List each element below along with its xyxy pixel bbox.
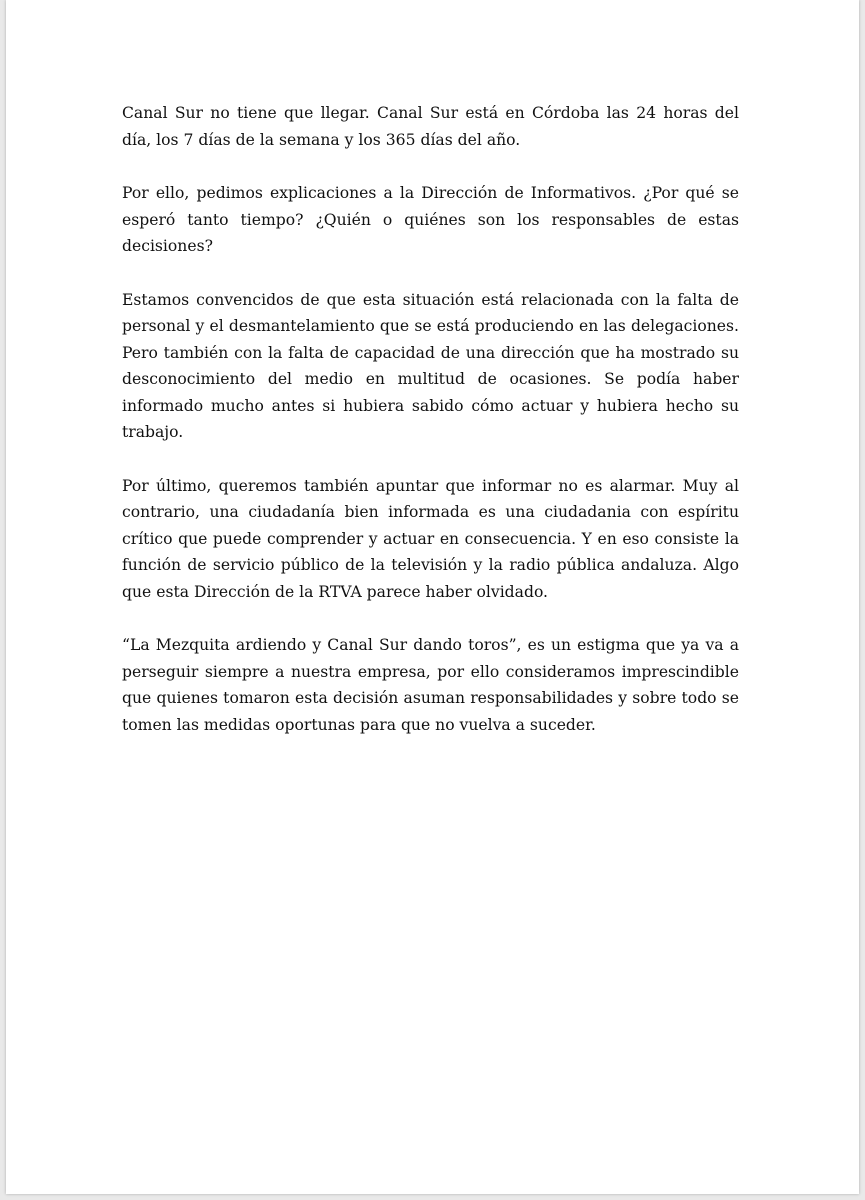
paragraph-canal-sur-presence: Canal Sur no tiene que llegar. Canal Sur está en Córdoba las 24 horas del día, los 7 días de la semana y los 365 días del año. bbox=[122, 104, 739, 149]
document-page bbox=[6, 0, 859, 1194]
document-body bbox=[122, 100, 739, 765]
paragraph-inform-not-alarm: Por último, queremos también apuntar que informar no es alarmar. Muy al contrario, una ciudadanía bien informada es una ciudadania con espíritu crítico que puede comprender y actuar en consecuencia. Y en eso consiste la función de servicio público de la televisión y la radio pública andaluza. Algo que esta Dirección de la RTVA parece haber olvidado. bbox=[122, 476, 739, 601]
paragraph-mezquita-stigma: “La Mezquita ardiendo y Canal Sur dando toros”, es un estigma que ya va a perseguir siempre a nuestra empresa, por ello consideramos imprescindible que quienes tomaron esta decisión asuman responsabilidades y sobre todo se tomen las medidas oportunas para que no vuelva a suceder. bbox=[122, 636, 739, 734]
paragraph-staff-shortage: Estamos convencidos de que esta situación está relacionada con la falta de personal y el desmantelamiento que se está produciendo en las delegaciones. Pero también con la falta de capacidad de una dirección que ha mostrado su desconocimiento del medio en multitud de ocasiones. Se podía haber informado mucho antes si hubiera sabido cómo actuar y hubiera hecho su trabajo. bbox=[122, 290, 739, 441]
paragraph-explanations-request: Por ello, pedimos explicaciones a la Dirección de Informativos. ¿Por qué se esperó tanto tiempo? ¿Quién o quiénes son los responsables de estas decisiones? bbox=[122, 184, 739, 255]
